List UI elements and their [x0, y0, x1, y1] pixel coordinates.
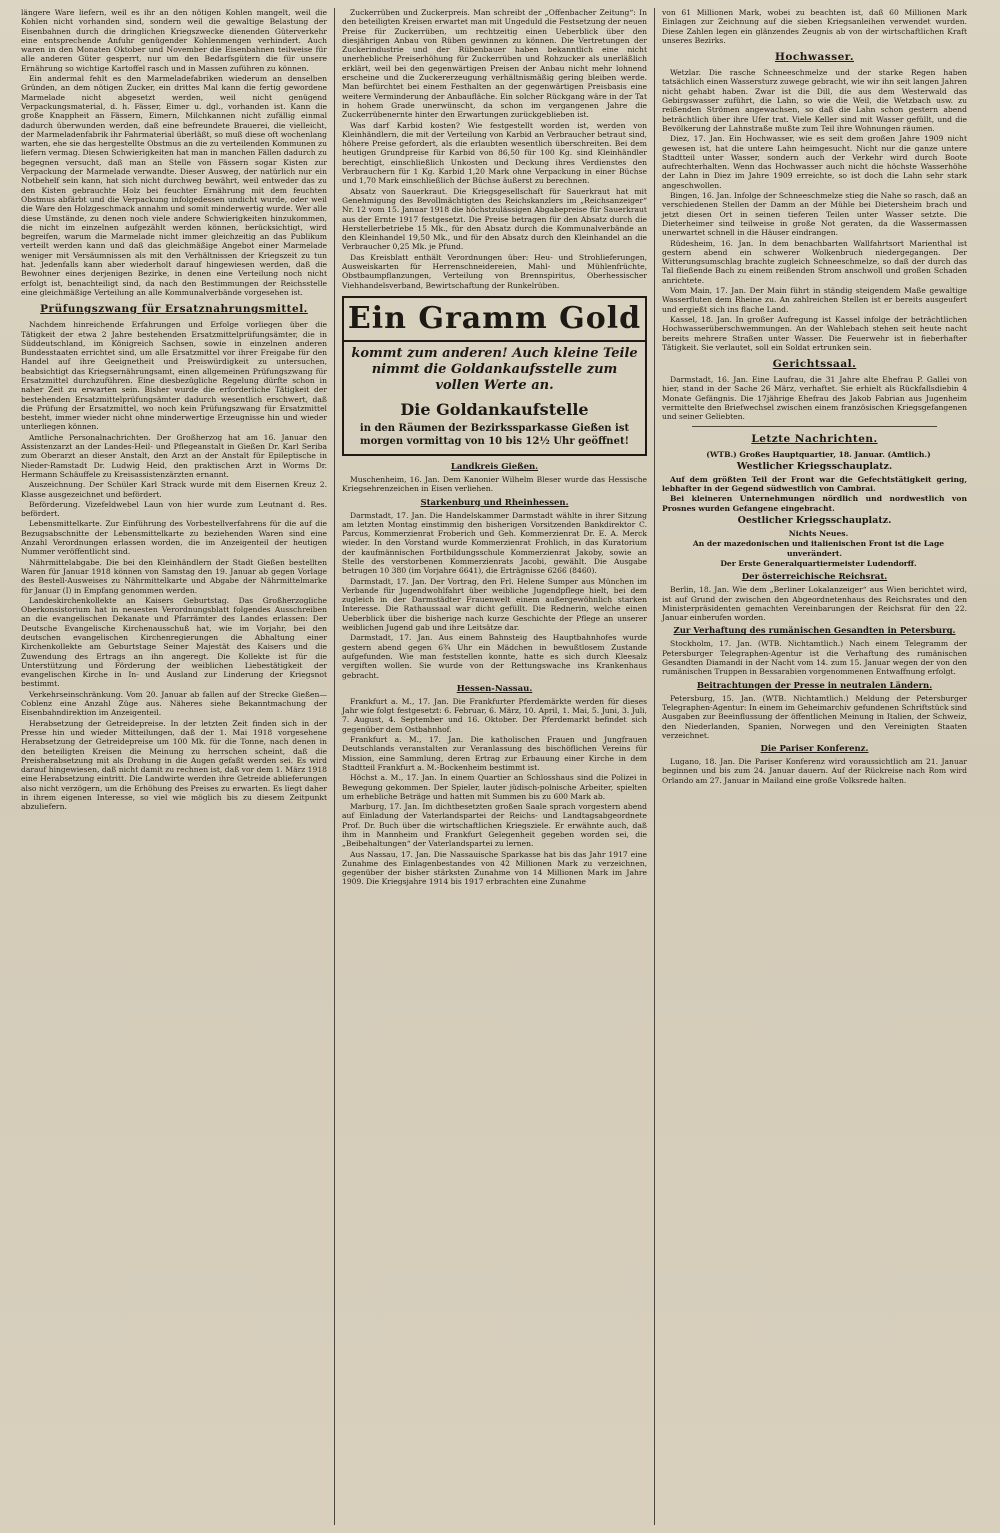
news-item: Nährmittelabgabe. Die bei den Kleinhändlern der Stadt Gießen bestellten Waren für Januar 1918 können von Samstag den 19. Januar ab gegen Vorlage des Bestell-Ausweises zu Nährmittelkarte und Abgabe der Nährmittelmarke für Januar (I) in Empfang genommen werden. [21, 557, 327, 595]
news-heading: Beitrachtungen der Presse in neutralen Ländern. [696, 680, 933, 691]
article-paragraph: längere Ware liefern, weil es ihr an den nötigen Kohlen mangelt, weil die Kohlen nicht vorhanden sind, sondern weil die gewaltige Belastung der Eisenbahnen durch die dringlichen Kriegszwecke dienenden Güterverkehr eine entsprechende Anfuhr genügender Kohlenmengen verhindert. Auch waren in den Monaten Oktober und November die Eisenbahnen teilweise für alle anderen Güter gesperrt, nur um den Bedarfsgütern die für unsere Ernährung so wichtige Kartoffel rasch und in Massen zuführen zu können. [21, 8, 327, 73]
column-1 [14, 8, 334, 1525]
ad-line-1: kommt zum anderen! Auch kleine Teile nimmt die Goldankaufsstelle zum vollen Werte an. [351, 345, 638, 393]
news-item: Verkehrseinschränkung. Vom 20. Januar ab fallen auf der Strecke Gießen—Coblenz eine Anzahl Züge aus. Näheres siehe Bekanntmachung der Eisenbahndirektion im Anzeigenteil. [21, 689, 327, 718]
news-item: Auszeichnung. Der Schüler Karl Strack wurde mit dem Eisernen Kreuz 2. Klasse ausgezeichnet und befördert. [21, 480, 327, 499]
news-item: Vom Main, 17. Jan. Der Main führt in ständig steigendem Maße gewaltige Wasserfluten dem Rheine zu. An zahlreichen Stellen ist er bereits ausgeufert und ergießt sich ins flache Land. [662, 286, 967, 314]
news-heading: Die Pariser Konferenz. [760, 744, 869, 755]
column-container [14, 8, 986, 1525]
report-dateline: (WTB.) Großes Hauptquartier, 18. Januar. (Amtlich.) [706, 449, 931, 459]
news-item: Darmstadt, 16. Jan. Eine Laufrau, die 31 Jahre alte Ehefrau P. Gallei von hier, stand in der Sache 26 März, verhaftet. Sie erhielt als Rückfallsdiebin 4 Monate Gefängnis. Die 17jährige Ehefrau des Jakob Fabrian aus Jugenheim vermittelte den Briefwechsel zwischen einem französischen Kriegsgefangenen und seiner Geliebten. [662, 375, 967, 422]
ad-line-2: Die Goldankaufstelle [400, 399, 589, 419]
news-item: Rüdesheim, 16. Jan. In dem benachbarten Wallfahrtsort Marienthal ist gestern abend ein schwerer Wolkenbruch niedergegangen. Der Witterungsumschlag brachte zugleich Schneeschmelze, so daß der durch das Tal fließende Bach zu einem reißenden Strom anschwoll und großen Schaden anrichtete. [662, 238, 967, 285]
article-paragraph: von 61 Millionen Mark, wobei zu beachten ist, daß 60 Millionen Mark Einlagen zur Zeichnung auf die sieben Kriegsanleihen verwendet wurden. Diese Zahlen legen ein glänzendes Zeugnis ab von der wirtschaftlichen Kraft unseres Bezirks. [662, 8, 967, 45]
news-item: Lugano, 18. Jan. Die Pariser Konferenz wird voraussichtlich am 21. Januar beginnen und bis zum 24. Januar dauern. Auf der Rückreise nach Rom wird Orlando am 27. Januar in Mailand eine große Volksrede halten. [662, 757, 967, 785]
news-item: Amtliche Personalnachrichten. Der Großherzog hat am 16. Januar den Assistenzarzt an der Landes-Heil- und Pflegeanstalt in Gießen Dr. Karl Seriba zum Oberarzt an dieser Anstalt, den Arzt an der Anstalt für Epileptische in Nieder-Ramstadt Dr. Ludwig Heid, den praktischen Arzt in Worms Dr. Hermann Schäuffele zu Kreisassistenzärzten ernannt. [21, 432, 327, 479]
news-item: Marburg, 17. Jan. Im dichtbesetzten großen Saale sprach vorgestern abend auf Einladung der Vaterlandspartei der Reichs- und Landtagsabgeordnete Prof. Dr. Buch über die wirtschaftlichen Kriegsziele. Er erwähnte auch, daß ihm in Mannheim und Frankfurt Gelegenheit gegeben worden sei, die „Beibehaltungen“ der Vaterlandspartei zu lernen. [342, 802, 647, 849]
news-item: Darmstadt, 17. Jan. Der Vortrag, den Frl. Helene Sumper aus München im Verbande für Jugendwohlfahrt über weibliche Jugendpflege hielt, bei dem zugleich in der Darmstädter Frauenwelt einem außergewöhnlich starken Interesse. Die Rathaussaal war dicht gefüllt. Die Rednerin, welche einen Ueberblick über die bisherige nach kurze Geschichte der Pflege an unserer weiblichen Jugend gab und ihre Leitsätze dar. [342, 576, 647, 633]
gold-advertisement [342, 296, 647, 456]
divider [692, 426, 937, 427]
news-item: Bingen, 16. Jan. Infolge der Schneeschmelze stieg die Nahe so rasch, daß an verschiedenen Stellen der Damm an der Mühle bei Dietersheim brach und jetzt diesen Ort in seinen tieferen Teilen unter Wasser setzte. Die Dieterheimer sind teilweise in große Not geraten, da die Wassermassen unerwartet schnell in die Häuser eindrangen. [662, 191, 967, 238]
section-heading: Hochwasser. [774, 51, 855, 64]
news-item: Absatz von Sauerkraut. Die Kriegsgesellschaft für Sauerkraut hat mit Genehmigung des Bevollmächtigten des Reichskanzlers im „Reichsanzeiger“ Nr. 12 vom 15. Januar 1918 die höchstzulässigen Abgabepreise für Sauerkraut aus der Ernte 1917 festgesetzt. Die Preise betragen für den Absatz durch die Herstellerbetriebe 15 Mk., für den Absatz durch die Kommunalverbände an den Kleinhandel 19,50 Mk., und für den Absatz durch den Kleinhandel an die Verbraucher 0,25 Mk. je Pfund. [342, 186, 647, 252]
news-item: Petersburg, 15. Jan. (WTB. Nichtamtlich.) Meldung der Petersburger Telegraphen-Agentur: In einem im Geheimarchiv gefundenen Schriftstück sind Ausgaben zur Beeinflussung der öffentlichen Meinung in Italien, der Schweiz, den Niederlanden, Spanien, Norwegen und den Vereinigten Staaten verzeichnet. [662, 693, 967, 740]
news-heading: Zur Verhaftung des rumänischen Gesandten in Petersburg. [673, 626, 956, 637]
news-item: Kassel, 18. Jan. In großer Aufregung ist Kassel infolge der beträchtlichen Hochwasserüberschwemmungen. An der Wahlebach stehen seit heute nacht bereits mehrere Straßen unter Wasser. Die Feuerwehr ist in fieberhafter Tätigkeit. Sie verlautet, soll ein Soldat ertrunken sein. [662, 314, 967, 352]
news-item: Frankfurt a. M., 17. Jan. Die katholischen Frauen und Jungfrauen Deutschlands veranstalten zur Veranlassung des bischöflichen Vereins für Mission, eine Sammlung, deren Ertrag zur Erbauung einer Kirche in dem Stadtteil Frankfurt a. M.-Bockenheim bestimmt ist. [342, 735, 647, 772]
news-item: Muschenheim, 16. Jan. Dem Kanonier Wilhelm Bleser wurde das Hessische Kriegsehrenzeichen in Eisen verliehen. [342, 474, 647, 494]
news-item: Das Kreisblatt enthält Verordnungen über: Heu- und Strohlieferungen, Ausweiskarten für Herrenschneidereien, Mahl- und Mühlenfrüchte, Obstbaumpflanzungen, Verteilung von Brennspiritus, Oberhessischer Viehhandelsverband, Bewirtschaftung der Runkelrüben. [342, 252, 647, 290]
news-item: Zuckerrüben und Zuckerpreis. Man schreibt der „Offenbacher Zeitung“: In den beteiligten Kreisen erwartet man mit Ungeduld die Festsetzung der neuen Preise für Zuckerrüben, um rechtzeitig einen Ueberblick über den diesjährigen Anbau von Rüben gewinnen zu können. Die Vertretungen der Zuckerindustrie und der Rübenbauer haben bekanntlich eine nicht unerhebliche Preiserhöhung für Zuckerrüben und Rohzucker als unerläßlich erklärt, weil bei den gegenwärtigen Preisen der Anbau nicht mehr lohnend erscheine und die Zuckererzeugung verhältnismäßig gering bleiben werde. Man befürchtet bei einem Festhalten an der gegenwärtigen Preisbasis eine weitere Verminderung der Anbaufläche. Ein solcher Rückgang wäre in der Tat in hohem Grade unerwünscht, da schon im vergangenen Jahre die Zuckerrübenernte hinter den Erwartungen zurückgeblieben ist. [342, 8, 647, 120]
section-heading: Gerichtssaal. [772, 358, 857, 371]
news-item: Beförderung. Vizefeldwebel Laun von hier wurde zum Leutnant d. Res. befördert. [21, 499, 327, 519]
column-2 [334, 8, 654, 1525]
news-item: Darmstadt, 17. Jan. Die Handelskammer Darmstadt wählte in ihrer Sitzung am letzten Montag einstimmig den bisherigen Vorsitzenden Bankdirektor C. Parcus, Kommerzienrat Froberich und Geh. Kommerzienrat Dr. E. A. Merck wieder. In den Vorstand wurde Kommerzienrat Frohlich, in das Kuratorium der kaufmännischen Fortbildungsschule Kommerzienrat Jakoby, sowie an Stelle des verstorbenen Kommerzienrats Jacobi, gewählt. Die Ausgabe betrugen 10 380 (im Vorjahre 6641), die Erträgnisse 6266 (8460). [342, 510, 647, 576]
report-text: Auf dem größten Teil der Front war die Gefechtstätigkeit gering, lebhafter in der Gegend südwestlich von Cambrai. [662, 474, 967, 494]
news-item: Frankfurt a. M., 17. Jan. Die Frankfurter Pferdemärkte werden für dieses Jahr wie folgt festgesetzt: 6. Februar, 6. März, 10. April, 1. Mai, 5. Juni, 3. Juli, 7. August, 4. September und 16. Oktober. Der Pferdemarkt befindet sich gegenüber dem Ostbahnhof. [342, 696, 647, 734]
news-item: Wetzlar. Die rasche Schneeschmelze und der starke Regen haben tatsächlich einen Wassersturz zuwege gebracht, wie wir ihn seit langen Jahren nicht gehabt haben. Zwar ist die Dill, die aus dem Westerwald das Gebirgswasser zuführt, die Lahn, so wie die Weil, die Wetzbach usw. zu reißenden Strömen angewachsen, so daß die Lahn schon gestern abend beträchtlich über ihre Ufer trat. Viele Keller sind mit Wasser gefüllt, und die Bevölkerung der Lahnstraße mußte zum Teil ihre Wohnungen räumen. [662, 68, 967, 133]
article-paragraph: Nachdem hinreichende Erfahrungen und Erfolge vorliegen über die Tätigkeit der etwa 2 Jahre bestehenden Ersatzmittelprüfungsämter, die in Süddeutschland, im Königreich Sachsen, sowie in einzelnen anderen Bundesstaaten errichtet sind, um alle Ersatzmittel vor ihrer Freigabe für den Handel auf ihre Geeignetheit und Preiswürdigkeit zu untersuchen, beabsichtigt das Kriegsernährungsamt, einen allgemeinen Prüfungszwang für Ersatzmittel durchzuführen. Eine diesbezügliche Regelung dürfte schon in naher Zeit zu erwarten sein. Bisher wurde die erforderliche Tätigkeit der bestehenden Ersatzmittelprüfungsämter dadurch wesentlich erschwert, daß die Prüfung der Ersatzmittel, wo noch kein Prüfungszwang für Ersatzmittel besteht, immer wieder nicht ohne minderwertige Erzeugnisse hin und wieder unterliegen können. [21, 320, 327, 432]
region-heading: Starkenburg und Rheinhessen. [420, 497, 569, 508]
news-item: Lebensmittelkarte. Zur Einführung des Vorbestellverfahrens für die auf die Bezugsabschnitte der Lebensmittelkarte zu beziehenden Waren sind eine Anzahl Verordnungen erlassen worden, die im Anzeigenteil der heutigen Nummer veröffentlicht sind. [21, 519, 327, 557]
ad-title: Ein Gramm Gold [344, 302, 645, 342]
news-item: Aus Nassau, 17. Jan. Die Nassauische Sparkasse hat bis das Jahr 1917 eine Zunahme des Einlagenbestandes von 42 Millionen Mark zu verzeichnen, gegenüber der bisher stärksten Zunahme von 14 Millionen Mark im Jahre 1909. Die Kriegsjahre 1914 bis 1917 erbrachten eine Zunahme [342, 849, 647, 887]
report-text: Bei kleineren Unternehmungen nördlich und nordwestlich von Prosnes wurden Gefangene eingebracht. [662, 494, 967, 513]
report-heading: Westlicher Kriegsschauplatz. [736, 460, 893, 472]
news-heading: Der österreichische Reichsrat. [741, 572, 888, 583]
column-3 [654, 8, 974, 1525]
news-item: Landeskirchenkollekte an Kaisers Geburtstag. Das Großherzogliche Oberkonsistorium hat in neuesten Verordnungsblatt folgendes Ausschreiben an die evangelischen Dekanate und Pfarrämter des Landes erlassen: Der Deutsche Evangelische Kirchenausschuß hat, wie im Vorjahr, bei den deutschen evangelischen Kirchenregierungen die Abhaltung einer Kirchenkollekte am Geburtstage Seiner Majestät des Kaisers und die Zuwendung des Ertrags an ihn angeregt. Die Kollekte ist für die Unterstützung und Förderung der weiblichen Liebestätigkeit der evangelischen Kirche in In- und Ausland zur Linderung der Kriegsnot bestimmt. [21, 595, 327, 689]
news-item: Höchst a. M., 17. Jan. In einem Quartier an Schlosshaus sind die Polizei in Bewegung gekommen. Der Spieler, lauter jüdisch-polnische Arbeiter, spielten um erhebliche Beträge und hatten mit Summen bis zu 600 Mark ab. [342, 773, 647, 801]
news-item: Was darf Karbid kosten? Wie festgestellt worden ist, werden von Kleinhändlern, die mit der Verteilung von Karbid an Verbraucher betraut sind, höhere Preise gefordert, als die erlaubten wesentlich überschreiten. Bei dem heutigen Grundpreise für Karbid von 86,50 für 100 Kg. sind Kleinhändler berechtigt, einschließlich Unkosten und Deckung ihres Verdienstes den Verbrauchern für 1 Kg. Karbid 1,20 Mark ohne Verpackung in einer Büchse und 1,70 Mark einschließlich der Büchse äußerst zu berechnen. [342, 120, 647, 186]
news-item: Stockholm, 17. Jan. (WTB. Nichtamtlich.) Nach einem Telegramm der Petersburger Telegraphen-Agentur ist die Verhaftung des rumänischen Gesandten Diamandi in der Nacht vom 14. zum 15. Januar wegen der von den rumänischen Truppen in Bessarabien vorgenommenen Entwaffnung erfolgt. [662, 639, 967, 677]
report-heading: Oestlicher Kriegsschauplatz. [737, 515, 892, 527]
region-heading: Landkreis Gießen. [450, 461, 539, 472]
report-signature: Der Erste Generalquartiermeister Ludendorff. [720, 558, 917, 568]
article-paragraph: Ein andermal fehlt es den Marmeladefabriken wiederum an denselben Gründen, an dem nötigen Zucker, ein drittes Mal kann die fertig gewordene Marmelade nicht abgesetzt werden, weil nicht genügend Verpackungsmaterial, d. h. Fässer, Eimer u. dgl., vorhanden ist. Kann die große Knappheit an Fässern, Eimern, Milchkannen nicht zufällig einmal dadurch überwunden werden, daß eine befreundete Brauerei, die vielleicht, der Marmeladenfabrik ihr Fahrmaterial überläßt, so muß diese oft wochenlang warten, ehe sie das hergestellte Obstmus an die zu verteilenden Kommunen zu liefern vermag. Diesen Schwierigkeiten hat man in manchen Fällen dadurch zu begegnen versucht, daß man an Stelle von Fässern sogar Kisten zur Verpackung der Marmelade verwandte. Dieser Ausweg, der natürlich nur ein Notbehelf sein kann, hat sich nicht durchweg bewährt, weil entweder das zu den Kisten gebrauchte Holz bei feuchter Ernährung mit dem feuchten Obstmus abfärbt und die Verpackung infolgedessen undicht wurde, oder weil die Ware den Holzgeschmack annahm und somit minderwertig wurde. Wer alle diese Umstände, zu denen noch viele andere Schwierigkeiten hinzukommen, die nicht im einzelnen aufgezählt werden können, berücksichtigt, wird begreifen, warum die Marmelade nicht immer gleichzeitig an das Publikum verteilt werden kann und daß das gleichmäßige Angebot einer Marmelade weniger mit Versäumnissen als mit den Verhältnissen der Kriegszeit zu tun hat. Jedenfalls kann aber wiederholt darauf hingewiesen werden, daß die Bewohner eines derjenigen Bezirke, in denen eine Verteilung noch nicht erfolgt ist, benachteiligt sind, da nach den Bestimmungen der Reichsstelle eine gleichmäßige Verteilung an alle Kommunalverbände vorgesehen ist. [21, 74, 327, 297]
news-item: Darmstadt, 17. Jan. Aus einem Bahnsteig des Hauptbahnhofes wurde gestern abend gegen 6¾ Uhr ein Mädchen in bewußtlosem Zustande aufgefunden. Wie man feststellen konnte, hatte es sich durch Kleesalz vergiften wollen. Sie wurde von der Rettungswache ins Krankenhaus gebracht. [342, 633, 647, 680]
news-item: Herabsetzung der Getreidepreise. In der letzten Zeit finden sich in der Presse hin und wieder Mitteilungen, daß der 1. Mai 1918 vorgesehene Herabsetzung der Getreidepreise um 100 Mk. für die Tonne, nach denen in den beteiligten Kreisen die Meinung zu herrschen scheint, daß die Preisherabsetzung mit als Drohung in die Augen gefaßt werden sei. Es wird darauf hingewiesen, daß nicht damit zu rechnen ist, daß vor dem 1. März 1918 eine Herabsetzung eintritt. Die Landwirte werden ihre Getreide ablieferungen also nicht verzögern, um die Erhöhung des Preises zu erwarten. Es liegt daher in ihrem eigenen Interesse, so viel wie möglich bis zu diesem Zeitpunkt abzuliefern. [21, 718, 327, 812]
news-item: Berlin, 18. Jan. Wie dem „Berliner Lokalanzeiger“ aus Wien berichtet wird, ist auf Grund der zwischen den Abgeordnetenhaus des Reichsrates und den Ministerpräsidenten gemachten Vereinbarungen der Reichsrat für den 22. Januar einberufen worden. [662, 585, 967, 623]
ad-line-3: in den Räumen der Bezirkssparkasse Gießen ist morgen vormittag von 10 bis 12½ Uhr geöffnet! [359, 422, 630, 447]
region-heading: Hessen-Nassau. [456, 683, 533, 694]
report-text: An der mazedonischen und italienischen Front ist die Lage unverändert. [692, 539, 945, 558]
section-heading: Prüfungszwang für Ersatznahrungsmittel. [40, 303, 308, 316]
report-text: Nichts Neues. [788, 529, 849, 539]
section-heading: Letzte Nachrichten. [751, 432, 878, 445]
news-item: Diez, 17. Jan. Ein Hochwasser, wie es seit dem großen Jahre 1909 nicht gewesen ist, hat die untere Lahn heimgesucht. Nicht nur die ganze untere Stadtteil unter Wasser, sondern auch der Verkehr wird durch Boote aufrechterhalten. Wenn das Hochwasser auch nicht die höchste Wasserhöhe der Lahn in Diez im Jahre 1909 erreichte, so ist doch die Lahn sehr stark angeschwollen. [662, 134, 967, 190]
